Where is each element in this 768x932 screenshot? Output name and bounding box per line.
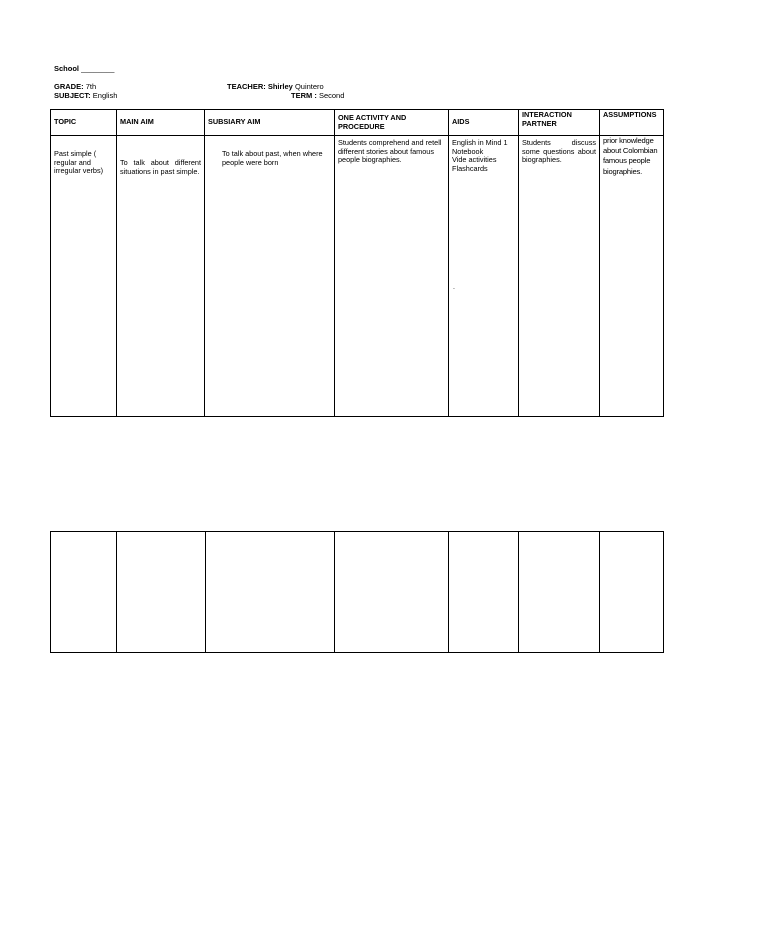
col-header-interaction: INTERACTION PARTNER [519, 110, 600, 136]
teacher-value: Quintero [294, 82, 324, 91]
empty-cell [335, 532, 449, 653]
cell-subsidiary-aim [205, 136, 335, 417]
table-row [51, 136, 664, 417]
table-header-row [51, 110, 664, 136]
subject-value: English [92, 91, 118, 100]
aids-item: English in Mind 1 [452, 138, 508, 147]
grade-label: GRADE: [54, 82, 84, 91]
subsidiary-aim-text: To talk about past, when where people were born [222, 149, 323, 167]
teacher-line [227, 82, 324, 91]
school-label: School [54, 64, 80, 73]
cell-activity [335, 136, 449, 417]
grade-line [54, 82, 96, 91]
school-blank: ________ [81, 64, 115, 73]
main-aim-text: To talk about different situations in past simple. [120, 158, 201, 176]
empty-table [50, 531, 664, 653]
col-header-aids: AIDS [449, 110, 519, 136]
interaction-text: Students discuss some questions about biographies. [522, 138, 596, 164]
empty-cell [519, 532, 600, 653]
aids-item: Notebook [452, 146, 484, 156]
activity-text: Students comprehend and retell different stories about famous people biographies. [338, 138, 442, 164]
aids-item: Flashcards [452, 163, 488, 173]
subject-line [54, 91, 117, 100]
col-header-activity: ONE ACTIVITY AND PROCEDURE [335, 110, 449, 136]
table-row [51, 532, 664, 653]
col-header-topic: TOPIC [51, 110, 117, 136]
aids-item: Vide activities [452, 155, 497, 164]
cell-main-aim [117, 136, 205, 417]
empty-cell [51, 532, 117, 653]
aids-dot: . [453, 284, 455, 291]
col-header-assumptions: ASSUMPTIONS [600, 110, 664, 136]
school-line [54, 64, 114, 73]
cell-interaction [519, 136, 600, 417]
empty-cell [449, 532, 519, 653]
topic-text: Past simple ( regular and irregular verbs) [54, 149, 104, 175]
term-label: TERM : [291, 91, 317, 100]
lesson-plan-table [50, 109, 664, 417]
col-header-subsidiary-aim: SUBSIARY AIM [205, 110, 335, 136]
term-line [291, 91, 344, 100]
col-header-main-aim: MAIN AIM [117, 110, 205, 136]
assumptions-text: prior knowledge about Colombian famous people biographies. [603, 136, 658, 176]
grade-value: 7th [85, 82, 97, 91]
teacher-label: TEACHER: Shirley [227, 82, 293, 91]
empty-cell [206, 532, 335, 653]
term-value: Second [318, 91, 345, 100]
cell-topic [51, 136, 117, 417]
empty-cell [117, 532, 206, 653]
empty-cell [600, 532, 664, 653]
subject-label: SUBJECT: [54, 91, 91, 100]
cell-assumptions [600, 136, 664, 417]
cell-aids [449, 136, 519, 417]
